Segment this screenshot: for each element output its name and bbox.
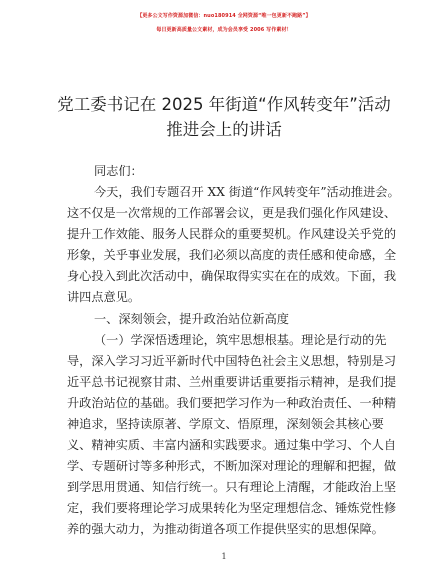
body-line: 提升工作效能、服务人民群众的重要契机。作风建设关乎党的 [67, 227, 397, 241]
body-line: 到学思用贯通、知信行统一。只有理论上清醒，才能政治上坚 [67, 480, 397, 494]
section-heading: 一、深刻领会，提升政治站位新高度 [94, 312, 289, 326]
document-title-line-1: 党工委书记在 2025 年街道“作风转变年”活动 [57, 95, 391, 114]
body-line: 定，我们要将理论学习成果转化为坚定理想信念、锤炼党性修 [67, 501, 397, 515]
body-line: 今天，我们专题召开 XX 街道“作风转变年”活动推进会。 [94, 185, 400, 199]
body-line: 近平总书记视察甘肃、兰州重要讲话重要指示精神，是我们提 [67, 375, 397, 389]
salutation: 同志们： [94, 164, 143, 178]
body-line: 身心投入到此次活动中，确保取得实实在在的成效。下面，我 [67, 269, 397, 283]
subsection-heading: （一）学深悟透理论，筑牢思想根基。理论是行动的先 [94, 333, 387, 347]
promo-banner-line-1: 【更多公文写作资源加微信：nuo180914 全网资源“唯一包更新不跑路”】 [137, 13, 311, 19]
body-line: 讲四点意见。 [67, 290, 141, 304]
body-line: 神追求，坚持读原著、学原文、悟原理，深刻领会其核心要 [67, 417, 384, 431]
body-line: 升政治站位的基础。我们要把学习作为一种政治责任、一种精 [67, 396, 397, 410]
promo-banner-line-2: 每日更新高质量公文素材，成为会员享受 2006 写作素材！ [156, 27, 292, 33]
document-title-line-2: 推进会上的讲话 [166, 120, 282, 139]
body-line: 义、精神实质、丰富内涵和实践要求。通过集中学习、个人自 [67, 438, 397, 452]
body-line: 学、专题研讨等多种形式，不断加深对理论的理解和把握，做 [67, 459, 397, 473]
body-line: 养的强大动力，为推动街道各项工作提供坚实的思想保障。 [67, 522, 384, 536]
body-line: 这不仅是一次常规的工作部署会议，更是我们强化作风建设、 [67, 206, 397, 220]
body-line: 形象，关乎事业发展，我们必须以高度的责任感和使命感，全 [67, 248, 397, 262]
page-number: 1 [221, 552, 227, 561]
body-line: 导，深入学习习近平新时代中国特色社会主义思想，特别是习 [67, 354, 397, 368]
